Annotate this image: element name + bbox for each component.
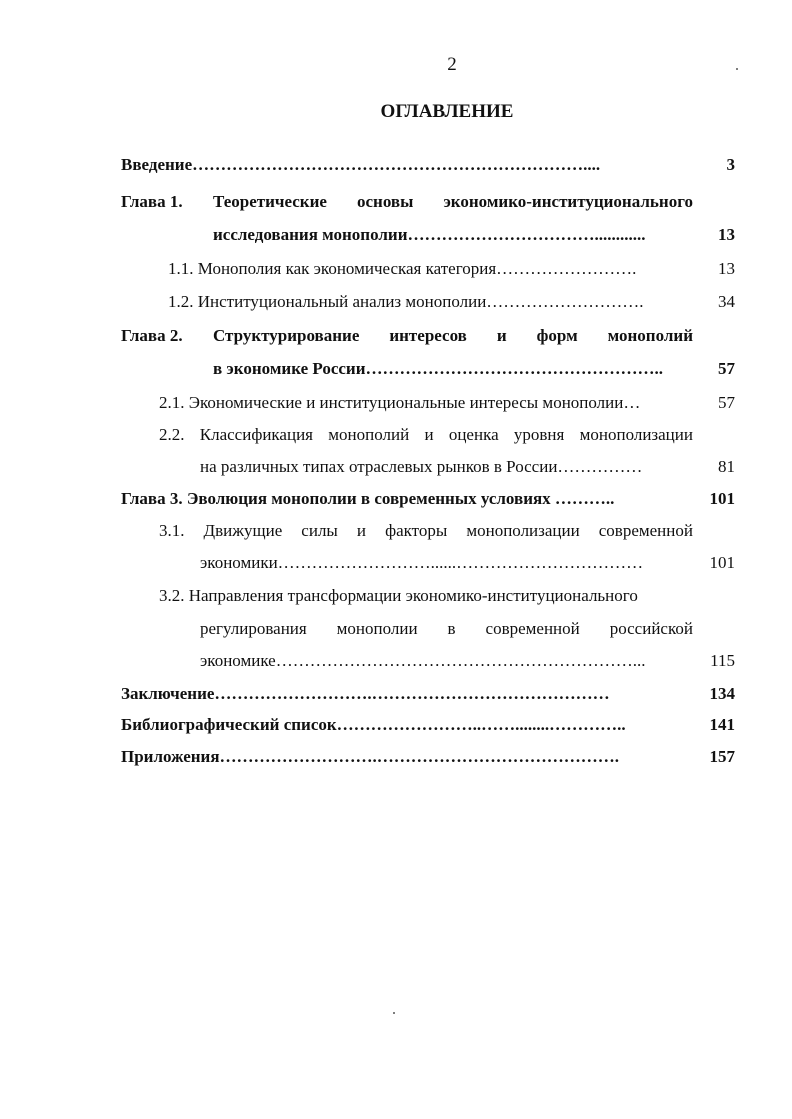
toc-ch2-title (213, 325, 693, 347)
toc-s22-title-cont: на различных типах отраслевых рынков в России…………… (200, 457, 643, 476)
toc-ch1-word: основы (356, 192, 414, 211)
toc-s31-word: факторы (385, 521, 448, 540)
toc-conclusion-page: 134 (709, 684, 735, 703)
toc-s12: 1.2. Институциональный анализ монополии………………………. (168, 292, 644, 311)
toc-s31-word: современной (598, 521, 693, 540)
toc-s11: 1.1. Монополия как экономическая категория……………………. (168, 259, 637, 278)
toc-ch2-word: форм (536, 326, 578, 345)
toc-s31-word: силы (301, 521, 338, 540)
toc-ch1-word: экономико-институционального (443, 192, 693, 211)
toc-s32-word: регулирования (200, 619, 307, 638)
toc-s31-word: монополизации (466, 521, 580, 540)
toc-ch1-word: Теоретические (213, 192, 327, 211)
toc-intro: Введение…………………………………………………………….... (121, 155, 601, 174)
toc-s32-word: в (447, 619, 456, 638)
toc-s32-word: современной (485, 619, 580, 638)
toc-intro-page: 3 (726, 155, 735, 174)
toc-s31-title-cont: экономики………………………......…………………………… (200, 553, 644, 572)
toc-bibliography: Библиографический список……………………..……........………….. (121, 715, 626, 734)
toc-s22-word: оценка (448, 425, 499, 444)
toc-s31-title (159, 520, 693, 542)
scan-speck (393, 1012, 395, 1014)
toc-ch2-word: интересов (389, 326, 467, 345)
toc-ch2-label: Глава 2. (121, 326, 183, 345)
toc-s31-word: 3.1. (159, 521, 185, 540)
toc-ch3: Глава 3. Эволюция монополии в современных условиях ……….. (121, 489, 615, 508)
toc-ch1-title-cont: исследования монополии……………………………............ (213, 225, 646, 244)
toc-s21-page: 57 (718, 393, 735, 412)
toc-s32-title-line2 (200, 618, 693, 640)
toc-s22-word: и (424, 425, 434, 444)
toc-s22-word: монополизации (579, 425, 693, 444)
toc-s22-word: Классификация (199, 425, 313, 444)
toc-s31-page: 101 (709, 553, 735, 572)
toc-ch1-title (213, 191, 693, 213)
toc-ch3-page: 101 (709, 489, 735, 508)
toc-ch1-page: 13 (718, 225, 735, 244)
toc-s32-page: 115 (710, 651, 735, 670)
toc-bibliography-page: 141 (709, 715, 735, 734)
toc-s32-word: российской (609, 619, 693, 638)
toc-conclusion: Заключение……………………….…………………………………… (121, 684, 610, 703)
toc-s32-title: 3.2. Направления трансформации экономико-институционального (159, 586, 638, 605)
toc-appendices-page: 157 (709, 747, 735, 766)
scan-speck (736, 68, 738, 70)
toc-s22-word: 2.2. (159, 425, 185, 444)
toc-title: ОГЛАВЛЕНИЕ (380, 101, 514, 122)
toc-ch2-word: Структурирование (213, 326, 360, 345)
toc-s22-word: уровня (513, 425, 565, 444)
toc-s11-page: 13 (718, 259, 735, 278)
toc-s32-title-cont: экономике………………………………………………………... (200, 651, 646, 670)
toc-s22-word: монополий (328, 425, 410, 444)
toc-s21: 2.1. Экономические и институциональные интересы монополии… (159, 393, 641, 412)
toc-ch1-label: Глава 1. (121, 192, 183, 211)
toc-appendices: Приложения……………………….……………………………………. (121, 747, 620, 766)
toc-ch2-word: монополий (607, 326, 693, 345)
toc-ch2-word: и (496, 326, 507, 345)
toc-s12-page: 34 (718, 292, 735, 311)
toc-s31-word: и (356, 521, 367, 540)
toc-ch2-page: 57 (718, 359, 735, 378)
toc-s22-title (159, 424, 693, 446)
toc-s31-word: Движущие (203, 521, 283, 540)
toc-s22-page: 81 (718, 457, 735, 476)
toc-ch2-title-cont: в экономике России…………………………………………….. (213, 359, 664, 378)
toc-s32-word: монополии (336, 619, 418, 638)
page-number: 2 (447, 54, 457, 75)
